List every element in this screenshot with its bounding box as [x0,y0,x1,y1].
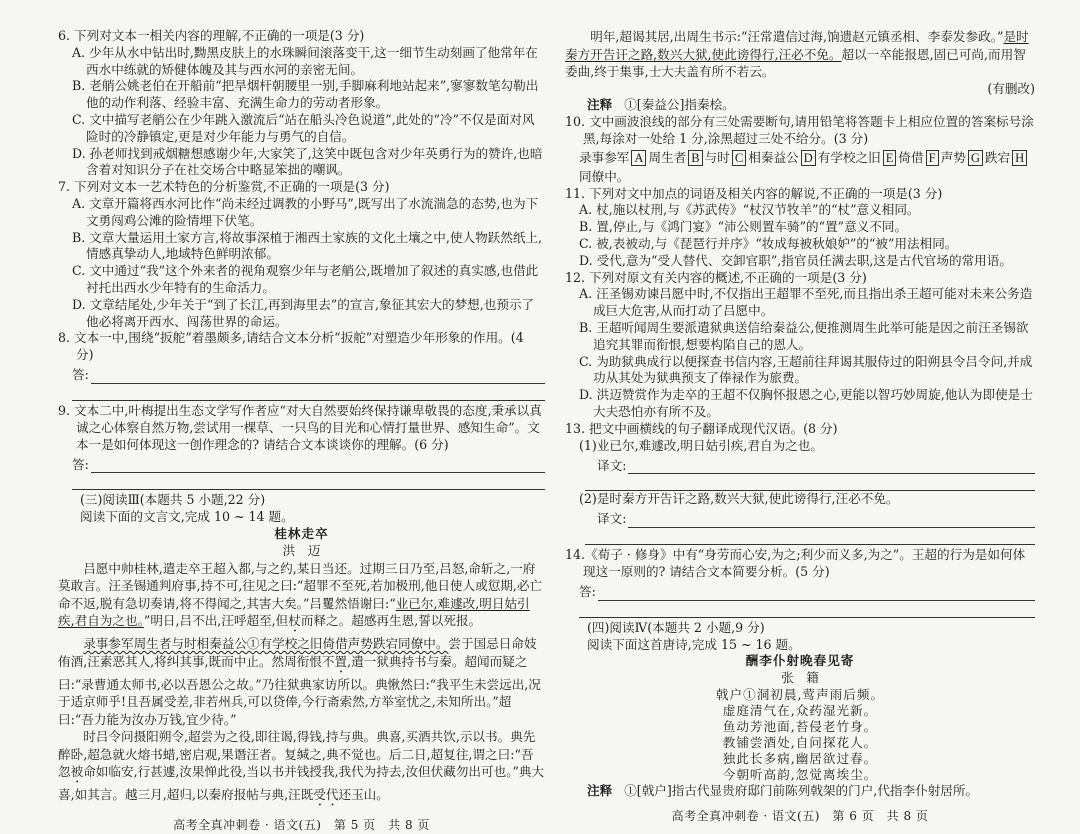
answer-line[interactable] [628,459,1035,474]
break-option-box: F [926,150,939,166]
passage-text: 命如临安,行甚遽,汝果惮此役,当以书并钱授我,我代为持去,汝但伏藏勿出可也。”典大喜,如其言。越三月,超归,以秦府报帖与典,汪既 [58,764,545,803]
sentence-2: (2)是时秦方开告讦之路,数兴大狱,使此谤得行,汪必不免。 [579,491,899,507]
question-stem: 12. 下列对原文有关内容的概述,不正确的一项是(3 分) [565,269,867,285]
poem-line: 独此长多病,幽居欲过春。 [722,751,878,767]
section-heading: (四)阅读Ⅳ(本题共 2 小题,9 分) [587,619,765,635]
question-stem: 13. 把文中画横线的句子翻译成现代汉语。(8 分) [565,420,838,436]
question-6 [58,28,545,179]
section-heading: (三)阅读Ⅲ(本题共 5 小题,22 分) [80,492,266,508]
passage-text: 超以一卒能报恩,固已可尚,而用智委曲,终于集事,士大夫盖有所不若云。 [565,46,1026,79]
dotted-word: 杖 [288,613,301,629]
dotted-word: 被 [70,764,84,780]
page-footer: 高考全真冲刺卷 · 语文(五) 第 6 页 共 8 页 [671,808,929,823]
answer-line[interactable] [91,458,545,473]
break-option-box: G [968,150,983,166]
question-10 [565,114,1035,186]
translation-field-2[interactable] [597,508,1035,528]
translation-label: 译文: [597,511,627,527]
option-a: A. 文章开篇将西水河比作“尚未经过调教的小野马”,既写出了水流湍急的态势,也为下文勇闯鸡公滩的险情埋下伏笔。 [72,195,539,228]
answer-field[interactable] [579,581,1035,601]
option-a: A. 少年从水中钻出时,黝黑皮肤上的水珠瞬间滚落变干,这一细节生动刻画了他常年在西水中练就的矫健体魄及其与西水河的亲密无间。 [72,44,538,77]
dotted-word: 受代 [313,787,339,803]
section-instruction: 阅读下面的文言文,完成 10 ~ 14 题。 [80,509,294,525]
section-3 [58,492,545,809]
sentence-fragment: 相秦益公 [748,149,799,165]
passage-title: 桂林走卒 [274,525,329,541]
passage-text: 明年,超谒其居,出周生书示:“汪常遣信过海,饷遗赵元镇丞相、李泰发参政。” [590,29,1004,44]
option-c: C. 文中描写老艄公在少年跳入激流后“站在船头冷色说道”,此处的“冷”不仅是面对风险时的冷静镇定,更是对少年能力与勇气的自信。 [72,111,535,144]
poem-line: 教铺尝酒处,自问探花人。 [722,735,878,751]
answer-label: 答: [579,584,596,600]
answer-line[interactable] [628,513,1035,528]
break-option-box: A [631,150,646,166]
option-a: A. 汪圣锡劝谏吕愿中时,不仅指出王超罪不至死,而且指出杀王超可能对未来公务造成巨大危害,从而打动了吕愿中。 [579,286,1033,319]
translation-label: 译文: [597,457,627,473]
option-a: A. 杖,施以杖刑,与《苏武传》“杖汉节牧羊”的“杖”意义相同。 [579,202,920,218]
option-d: D. 孙老师找到戒烟糖想感谢少年,大家笑了,这笑中既包含对少年英勇行为的赞许,也暗含着对知识分子在社交场合中略显笨拙的嘲讽。 [72,145,543,178]
passage-continuation [565,28,1035,114]
passage-paragraph [58,560,545,636]
passage-text: 还玉山。 [338,787,389,803]
passage-text: ,遣一狱典持书与秦。超闻而疑之曰:“录曹通太师书,必以吾恩公之故。”乃往狱典家访所以。典愀然曰:“我平生未尝远出,况于适京师乎!且吾属受差,非若州兵,可以贷俸,今行斋索然,方举室忧之,未知所出。”超曰:“吾力能为汝办万钱,宜少待。” [58,653,541,727]
sentence-fragment: 声势 [940,149,966,165]
poem-body [565,687,1035,783]
section-instruction: 阅读下面这首唐诗,完成 15 ~ 16 题。 [587,636,801,652]
question-14 [565,547,1035,618]
break-option-box: H [1012,150,1027,166]
passage-text: 时吕令问摄阳朔令,超尝为之役,即往谒,得钱,持与典。典喜,买酒共饮,示以书。典先醉卧,超急就火熔书蜡,密启观,果谮汪者。复缄之,典不觉也。后二日,超复往,谓之曰:“吾忽 [58,729,536,780]
option-b: B. 王超听闻周生要派遣狱典送信给秦益公,便推测周生此举可能是因之前汪圣锡欲追究其罪而衔恨,想要构陷自己的恩人。 [579,320,1029,352]
question-stem: 14.《荀子 · 修身》中有“身劳而心安,为之;利少而义多,为之”。王超的行为是如何体现这一原则的? 请结合文本简要分析。(5 分) [565,547,1026,580]
sentence-1: (1)业已尔,难遽改,明日姑引疾,君自为之也。 [579,437,823,453]
sentence-break-options [579,148,1035,186]
poem-line: 今朝听高韵,忽觉离埃尘。 [722,767,878,783]
option-b: B. 文章大量运用土家方言,将故事深植于湘西土家族的文化土壤之中,使人物跃然纸上,情感真挚动人,地域特色鲜明浓郁。 [72,229,543,262]
sentence-fragment: 同僚中。 [579,168,630,184]
question-stem: 8. 文本一中,围绕“扳舵”着墨颇多,请结合文本分析“扳舵”对塑造少年形象的作用。(4 分) [58,330,524,363]
question-8 [58,330,545,401]
answer-line[interactable] [585,474,1035,491]
poem-annotation [587,783,1035,800]
annotation-label: 注释 [587,97,613,113]
answer-label: 答: [72,367,89,383]
passage-paragraph [58,728,545,809]
underlined-sentence: 是时秦方开告讦之路,数兴大狱,使此谤得行,汪必不免。 [565,29,1029,62]
option-c: C. 文中通过“我”这个外来者的视角观察少年与老艄公,既增加了叙述的真实感,也借此衬托出西水少年特有的生命活力。 [72,263,539,295]
answer-line[interactable] [72,384,545,401]
annotation-text: ①[戟户]指古代显贵府邸门前陈列戟架的门户,代指李仆射居所。 [624,783,979,799]
answer-line[interactable] [72,473,545,490]
poem-line: 戟户①洞初晨,莺声雨后频。 [715,687,885,703]
break-option-box: B [688,150,702,166]
poem-line: 鱼动芳池面,苔侵老竹身。 [722,719,878,735]
answer-field[interactable] [72,364,545,384]
annotation-text: ①[秦益公]指秦桧。 [624,97,735,113]
passage-text: 尝于国忌日命妓侑酒,汪素恶其人,将纠其事,既而中止。然周衔恨不 [58,636,537,669]
wavy-underlined-sentence: 录事参军周生者与时相秦益公①有学校之旧倚借声势跌宕同僚中。 [83,636,449,652]
option-d: D. 文章结尾处,少年关于“到了长江,再到海里去”的宣言,象征其宏大的梦想,也预示了他必将离开西水、闯荡世界的命运。 [72,296,535,329]
break-option-box: C [732,150,746,166]
question-9 [58,403,545,490]
question-stem: 7. 下列对文本一艺术特色的分析鉴赏,不正确的一项是(3 分) [58,179,390,195]
answer-field[interactable] [72,453,545,473]
option-d: D. 洪迈赞赏作为走卒的王超不仅胸怀报恩之心,更能以智巧妙周旋,他认为即使是士大夫恐怕亦有所不及。 [579,387,1033,420]
question-12 [565,270,1035,421]
sentence-fragment: 跌宕 [984,149,1011,165]
answer-line[interactable] [598,586,1035,601]
sentence-fragment: 周生者 [648,149,687,165]
annotation-label: 注释 [587,783,613,799]
passage-author: 洪 迈 [282,542,321,558]
section-4 [565,620,1035,800]
question-stem: 10. 文中画波浪线的部分有三处需要断句,请用铅笔将答题卡上相应位置的答案标号涂黑,每涂对一处给 1 分,涂黑超过三处不给分。(3 分) [565,114,1034,146]
option-d: D. 受代,意为“受人替代、交卸官职”,指官员任满去职,这是古代官场的常用语。 [579,252,1012,268]
question-stem: 11. 下列对文中加点的词语及相关内容的解说,不正确的一项是(3 分) [565,185,943,201]
option-c: C. 为助狱典成行以便探查书信内容,王超前往拜谒其服侍过的阳朔县令吕令问,并成功从其处为狱典预支了俸禄作为旅费。 [579,353,1033,386]
sentence-fragment: 与时 [704,149,730,165]
annotation [587,97,1035,114]
question-7 [58,179,545,330]
source-note: (有删改) [987,80,1035,96]
question-stem: 6. 下列对文本一相关内容的理解,不正确的一项是(3 分) [58,28,365,43]
poem-author: 张 籍 [781,670,819,686]
answer-line[interactable] [585,528,1035,545]
passage-paragraph [58,635,545,728]
passage-text: 吕愿中帅桂林,遣走卒王超入都,与之约,某日当还。过期三日乃至,吕怒,命斩之,一府莫敢言。汪圣锡通判府事,持不可,往见之曰:“超罪不至死,若加极刑,他日使人或愆期,必亡命不返,脱有急切奏请,将不得闻之,其害大矣。”吕矍然悟谢曰:“ [58,560,543,611]
answer-line[interactable] [91,369,545,384]
answer-label: 答: [72,456,89,472]
question-stem: 9. 文本二中,叶梅提出生态文学写作者应“对大自然要始终保持谦卑敬畏的态度,秉承以真诚之心体察自然万物,尝试用一棵草、一只鸟的目光和心情打量世界、感知生命”。文本一是如何体现这一创作理念的? 请结合文本谈谈你的理解。(6 分) [58,402,542,452]
answer-line[interactable] [579,601,1035,618]
dotted-word: 置 [334,653,348,669]
underlined-sentence: 业已尔,难遽改,明日姑引疾,君自为之也。 [58,595,530,629]
break-option-box: D [801,150,816,166]
passage-text: ”明日,吕不出,汪呼超至,但 [143,613,289,629]
break-option-box: E [883,150,897,166]
page-footer: 高考全真冲刺卷 · 语文(五) 第 5 页 共 8 页 [173,818,430,833]
question-13 [565,421,1035,545]
translation-field-1[interactable] [597,454,1035,474]
poem-line: 虚庭清气在,众药湿光新。 [722,703,878,719]
sentence-fragment: 有学校之旧 [817,149,881,165]
left-page [58,28,545,834]
poem-title: 酬李仆射晚春见寄 [745,653,855,669]
option-b: B. 置,停止,与《鸿门宴》“沛公则置车骑”的“置”意义不同。 [579,219,908,235]
question-11 [565,186,1035,270]
right-page [565,28,1035,825]
sentence-fragment: 倚借 [898,149,924,165]
passage-text: 而释之。超感再生恩,誓以死报。 [300,613,482,629]
sentence-fragment: 录事参军 [579,149,630,165]
option-c: C. 被,表被动,与《琵琶行并序》“妆成每被秋娘妒”的“被”用法相同。 [579,236,958,252]
option-b: B. 老艄公姚老伯在开船前“把旱烟杆朝腰里一别,手脚麻利地站起来”,寥寥数笔勾勒出他的动作利落、经验丰富、充满生命力的劳动者形象。 [72,78,539,111]
passage-paragraph [565,28,1035,81]
